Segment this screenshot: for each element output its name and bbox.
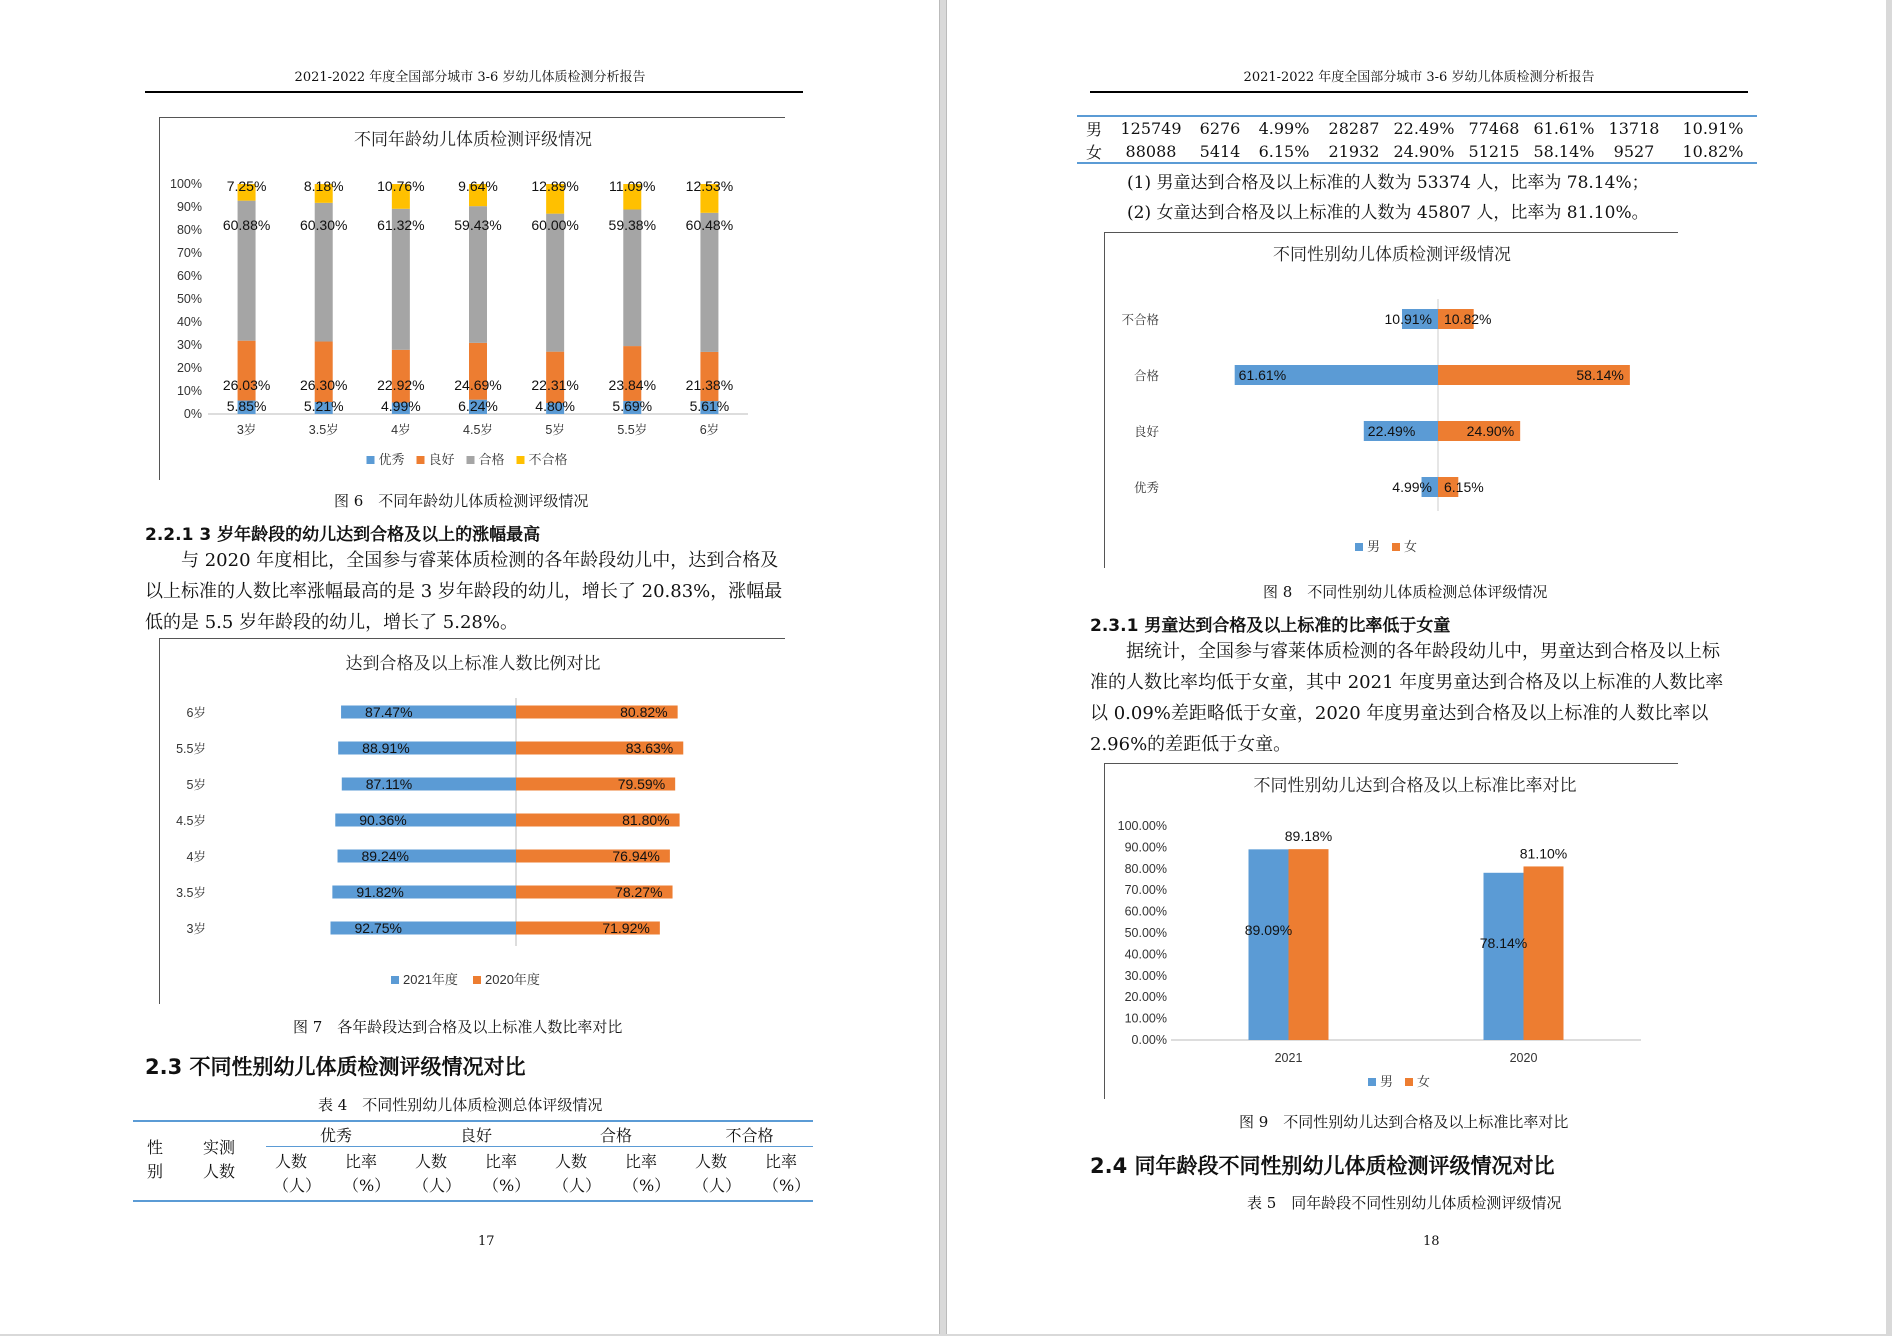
data-label: 59.43% <box>454 217 502 233</box>
cell: 10.82% <box>1682 142 1744 161</box>
header-rule <box>145 91 803 93</box>
chart-title: 不同年龄幼儿体质检测评级情况 <box>354 130 592 149</box>
page-18 <box>946 0 1886 1334</box>
y-tick-label: 20% <box>176 361 202 375</box>
data-label: 60.30% <box>299 217 348 233</box>
legend-label: 优秀 <box>378 452 405 467</box>
x-tick-label: 6岁 <box>699 423 720 437</box>
group-excellent: 优秀 <box>319 1126 352 1145</box>
data-label: 60.48% <box>685 217 734 233</box>
paragraph-line: 准的人数比率均低于女童，其中 2021 年度男童达到合格及以上标准的人数比率 <box>1090 672 1724 693</box>
data-label: 90.36% <box>359 812 407 828</box>
table-header-rule <box>133 1200 813 1202</box>
y-tick-label: 70% <box>176 246 202 260</box>
fig8-svg <box>1105 233 1679 569</box>
cell: 21932 <box>1328 142 1380 161</box>
page-number: 17 <box>478 1234 495 1249</box>
cell: 61.61% <box>1533 119 1595 138</box>
y-tick-label: 30% <box>176 338 202 352</box>
bar-segment <box>546 214 564 352</box>
data-label: 91.82% <box>356 884 404 900</box>
data-label: 8.18% <box>303 178 344 194</box>
paragraph-line: 以上标准的人数比率涨幅最高的是 3 岁年龄段的幼儿，增长了 20.83%，涨幅最 <box>145 581 783 602</box>
cell: 6276 <box>1199 119 1241 138</box>
note-line: (2) 女童达到合格及以上标准的人数为 45807 人，比率为 81.10%。 <box>1127 203 1649 223</box>
y-tick-label: 6岁 <box>186 706 206 720</box>
legend-label: 男 <box>1380 1074 1394 1089</box>
sub-count: 人数（人） <box>553 1152 602 1195</box>
data-label: 22.31% <box>531 377 579 393</box>
section-2-3-1-heading: 2.3.1 男童达到合格及以上标准的比率低于女童 <box>1090 616 1451 636</box>
fig9-caption: 图 9 不同性别幼儿达到合格及以上标准比率对比 <box>1239 1113 1569 1131</box>
x-tick-label: 2021 <box>1274 1051 1303 1065</box>
data-label: 21.38% <box>685 377 734 393</box>
data-label: 5.85% <box>226 398 267 414</box>
y-tick-label: 20.00% <box>1124 990 1167 1005</box>
y-tick-label: 不合格 <box>1121 313 1159 327</box>
group-good: 良好 <box>459 1126 492 1145</box>
section-2-3-1-paragraph <box>1090 636 1723 760</box>
cell: 77468 <box>1468 119 1520 138</box>
y-tick-label: 80% <box>176 223 202 237</box>
x-tick-label: 3.5岁 <box>308 423 339 437</box>
group-rule <box>266 1146 813 1147</box>
y-tick-label: 40% <box>176 315 202 329</box>
x-tick-label: 5岁 <box>545 423 565 437</box>
x-tick-label: 4.5岁 <box>463 423 493 437</box>
legend-swatch <box>1405 1078 1413 1086</box>
y-tick-label: 70.00% <box>1124 883 1167 898</box>
sub-count: 人数（人） <box>273 1152 322 1195</box>
y-tick-label: 80.00% <box>1124 861 1167 876</box>
data-label: 88.91% <box>362 740 410 756</box>
section-2-2-1-paragraph <box>145 545 782 638</box>
data-label: 23.84% <box>608 377 657 393</box>
data-label: 10.82% <box>1444 311 1492 327</box>
table-top-rule <box>133 1120 813 1122</box>
fig7-svg <box>160 639 786 1005</box>
cell: 125749 <box>1120 119 1182 138</box>
data-label: 78.14% <box>1479 935 1528 952</box>
x-tick-label: 3岁 <box>236 423 257 437</box>
paragraph-line: 与 2020 年度相比，全国参与睿莱体质检测的各年龄段幼儿中，达到合格及 <box>181 550 779 571</box>
cell: 22.49% <box>1393 119 1455 138</box>
col-count: 实测人数 <box>202 1138 235 1181</box>
y-tick-label: 30.00% <box>1124 968 1167 983</box>
legend-swatch <box>467 456 475 464</box>
table-row <box>1077 117 1757 140</box>
data-label: 22.92% <box>377 377 425 393</box>
fig8-caption: 图 8 不同性别幼儿体质检测总体评级情况 <box>1263 583 1548 601</box>
data-label: 76.94% <box>612 848 660 864</box>
data-label: 92.75% <box>354 920 402 936</box>
paragraph-line: 2.96%的差距低于女童。 <box>1090 734 1292 755</box>
data-label: 87.47% <box>365 704 413 720</box>
y-tick-label: 90% <box>176 200 202 214</box>
group-pass: 合格 <box>599 1126 632 1145</box>
y-tick-label: 50% <box>176 292 202 306</box>
fig7-caption: 图 7 各年龄段达到合格及以上标准人数比率对比 <box>293 1018 623 1036</box>
data-label: 4.80% <box>535 398 575 414</box>
paragraph-line: 以 0.09%差距略低于女童，2020 年度男童达到合格及以上标准的人数比率以 <box>1090 703 1709 724</box>
table4-header <box>133 1120 813 1202</box>
y-tick-label: 100% <box>170 177 202 191</box>
y-tick-label: 0.00% <box>1131 1033 1167 1047</box>
legend-label: 2020年度 <box>485 972 540 987</box>
legend-label: 男 <box>1367 539 1381 554</box>
cell: 9527 <box>1613 142 1655 161</box>
sub-count: 人数（人） <box>413 1152 462 1195</box>
page-number: 18 <box>1423 1234 1440 1249</box>
chart-title: 不同性别幼儿体质检测评级情况 <box>1273 245 1511 264</box>
legend-swatch <box>417 456 425 464</box>
legend-label: 2021年度 <box>403 972 458 987</box>
paragraph-line: 低的是 5.5 岁年龄段的幼儿，增长了 5.28%。 <box>145 612 518 633</box>
data-label: 61.32% <box>377 217 425 233</box>
cell: 男 <box>1085 120 1102 139</box>
cell: 24.90% <box>1393 142 1455 161</box>
cell: 58.14% <box>1533 142 1595 161</box>
y-tick-label: 10% <box>176 384 202 398</box>
cell: 13718 <box>1608 119 1660 138</box>
data-label: 11.09% <box>609 178 656 194</box>
data-label: 60.88% <box>222 217 271 233</box>
table4-body <box>1077 115 1757 165</box>
y-tick-label: 40.00% <box>1124 947 1167 962</box>
chart-title: 达到合格及以上标准人数比例对比 <box>345 654 601 673</box>
chart-title: 不同性别幼儿达到合格及以上标准比率对比 <box>1253 776 1577 795</box>
paragraph-line: 据统计，全国参与睿莱体质检测的各年龄段幼儿中，男童达到合格及以上标 <box>1126 641 1720 662</box>
group-fail: 不合格 <box>725 1126 774 1145</box>
data-label: 9.64% <box>458 178 498 194</box>
sub-rate: 比率（%） <box>343 1152 391 1195</box>
legend-swatch <box>391 976 399 984</box>
data-label: 26.30% <box>299 377 348 393</box>
data-label: 81.10% <box>1519 845 1568 862</box>
y-tick-label: 3岁 <box>186 922 206 936</box>
y-tick-label: 100.00% <box>1117 819 1167 833</box>
y-tick-label: 4.5岁 <box>176 814 206 828</box>
section-2-3-heading: 2.3 不同性别幼儿体质检测评级情况对比 <box>145 1055 526 1079</box>
header-rule <box>1090 91 1748 93</box>
legend-swatch <box>1392 543 1400 551</box>
data-label: 5.69% <box>612 398 653 414</box>
table4-notes <box>1127 168 1649 228</box>
data-label: 89.24% <box>361 848 410 864</box>
data-label: 4.99% <box>381 398 421 414</box>
y-tick-label: 10.00% <box>1124 1011 1167 1026</box>
y-tick-label: 5岁 <box>186 778 206 792</box>
y-tick-label: 50.00% <box>1124 926 1167 940</box>
data-label: 22.49% <box>1367 423 1416 439</box>
data-label: 78.27% <box>615 884 663 900</box>
y-tick-label: 5.5岁 <box>176 742 206 756</box>
bar-male <box>1249 849 1289 1040</box>
legend-swatch <box>367 456 375 464</box>
y-tick-label: 合格 <box>1133 369 1159 383</box>
fig9-svg <box>1105 764 1679 1100</box>
sub-rate: 比率（%） <box>623 1152 671 1195</box>
sub-count: 人数（人） <box>693 1152 742 1195</box>
legend-swatch <box>517 456 525 464</box>
data-label: 10.76% <box>377 178 425 194</box>
fig8-chart <box>1104 232 1678 568</box>
sub-rate: 比率（%） <box>763 1152 811 1195</box>
legend-label: 不合格 <box>528 452 568 467</box>
data-label: 81.80% <box>622 812 670 828</box>
data-label: 12.89% <box>531 178 579 194</box>
table4-title: 表 4 不同性别幼儿体质检测总体评级情况 <box>318 1096 603 1114</box>
legend-label: 女 <box>1417 1074 1431 1089</box>
y-tick-label: 3.5岁 <box>176 886 206 900</box>
legend-label: 合格 <box>478 452 505 467</box>
legend-label: 良好 <box>428 452 455 467</box>
data-label: 89.09% <box>1244 922 1293 939</box>
table5-title: 表 5 同年龄段不同性别幼儿体质检测评级情况 <box>1247 1194 1562 1212</box>
fig7-chart <box>159 638 785 1004</box>
bar-female <box>1524 866 1564 1040</box>
data-label: 26.03% <box>222 377 271 393</box>
data-label: 71.92% <box>602 920 650 936</box>
data-label: 61.61% <box>1238 367 1287 383</box>
data-label: 5.21% <box>303 398 344 414</box>
cell: 女 <box>1085 143 1102 162</box>
data-label: 80.82% <box>620 704 668 720</box>
page-17 <box>0 0 940 1334</box>
data-label: 10.91% <box>1384 311 1432 327</box>
data-label: 24.90% <box>1466 423 1515 439</box>
legend-swatch <box>1355 543 1363 551</box>
y-tick-label: 良好 <box>1133 425 1159 439</box>
y-tick-label: 4岁 <box>186 850 206 864</box>
data-label: 89.18% <box>1284 828 1333 845</box>
bar-segment <box>700 213 718 352</box>
data-label: 59.38% <box>608 217 657 233</box>
section-2-2-1-heading: 2.2.1 3 岁年龄段的幼儿达到合格及以上的涨幅最高 <box>145 525 541 545</box>
running-header: 2021-2022 年度全国部分城市 3-6 岁幼儿体质检测分析报告 <box>294 70 646 85</box>
cell: 6.15% <box>1258 142 1310 161</box>
data-label: 60.00% <box>531 217 579 233</box>
legend-label: 女 <box>1404 539 1418 554</box>
y-tick-label: 90.00% <box>1124 840 1167 855</box>
table4-rows <box>1077 117 1757 163</box>
data-label: 7.25% <box>226 178 267 194</box>
legend-swatch <box>1368 1078 1376 1086</box>
x-tick-label: 4岁 <box>391 423 411 437</box>
y-tick-label: 60% <box>176 269 202 283</box>
fig6-caption: 图 6 不同年龄幼儿体质检测评级情况 <box>334 492 589 510</box>
x-tick-label: 2020 <box>1509 1051 1538 1065</box>
col-gender: 性别 <box>146 1138 163 1181</box>
running-header: 2021-2022 年度全国部分城市 3-6 岁幼儿体质检测分析报告 <box>1243 70 1595 85</box>
data-label: 58.14% <box>1576 367 1624 383</box>
data-label: 6.15% <box>1444 479 1484 495</box>
data-label: 83.63% <box>625 740 674 756</box>
cell: 4.99% <box>1258 119 1310 138</box>
fig9-chart <box>1104 763 1678 1099</box>
x-tick-label: 5.5岁 <box>617 423 648 437</box>
data-label: 4.99% <box>1392 479 1432 495</box>
section-2-4-heading: 2.4 同年龄段不同性别幼儿体质检测评级情况对比 <box>1090 1154 1555 1178</box>
cell: 88088 <box>1125 142 1177 161</box>
sub-rate: 比率（%） <box>483 1152 531 1195</box>
table-row <box>1077 140 1757 163</box>
legend-swatch <box>473 976 481 984</box>
y-tick-label: 0% <box>183 407 202 421</box>
cell: 10.91% <box>1682 119 1744 138</box>
cell: 51215 <box>1468 142 1520 161</box>
fig6-svg <box>160 118 786 481</box>
bar-male <box>1484 873 1524 1040</box>
y-tick-label: 优秀 <box>1133 481 1159 495</box>
data-label: 5.61% <box>689 398 730 414</box>
data-label: 24.69% <box>454 377 502 393</box>
data-label: 87.11% <box>365 776 413 792</box>
cell: 5414 <box>1199 142 1241 161</box>
y-tick-label: 60.00% <box>1124 904 1167 919</box>
bar-female <box>1289 849 1329 1040</box>
fig6-chart <box>159 117 785 480</box>
cell: 28287 <box>1328 119 1380 138</box>
data-label: 12.53% <box>685 178 734 194</box>
data-label: 6.24% <box>458 398 498 414</box>
data-label: 79.59% <box>617 776 666 792</box>
note-line: (1) 男童达到合格及以上标准的人数为 53374 人，比率为 78.14%； <box>1127 173 1649 193</box>
